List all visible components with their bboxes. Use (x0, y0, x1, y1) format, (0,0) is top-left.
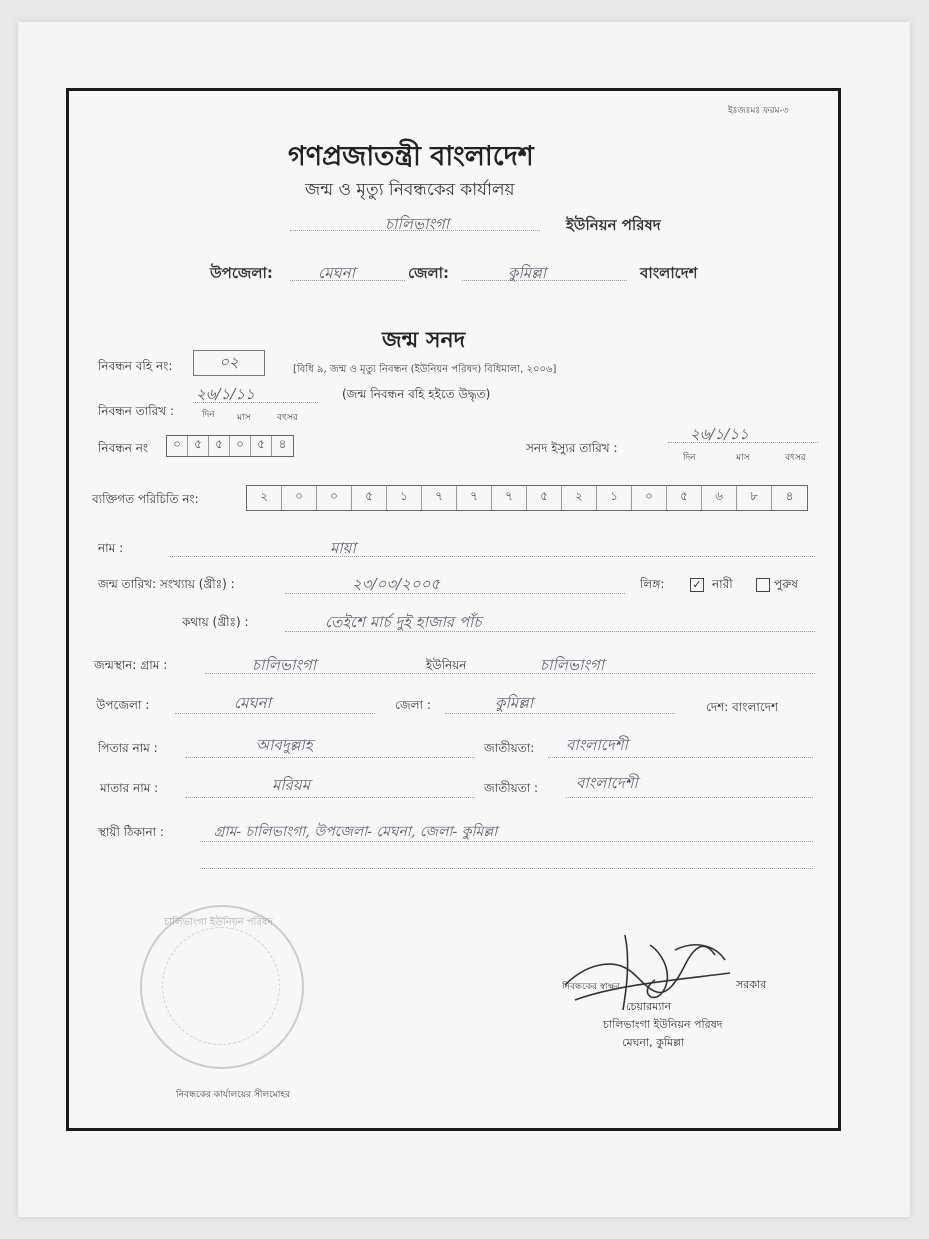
upazila-field-label: উপজেলা : (96, 698, 150, 712)
dob-word-label: কথায় (খ্রীঃ) : (182, 615, 249, 629)
father-nationality: বাংলাদেশী (566, 736, 628, 754)
union-value: চালিভাংগা (385, 215, 450, 233)
dob-num-dotline (285, 593, 625, 594)
pin-digit: ৫ (667, 486, 702, 510)
name-label: নাম : (98, 541, 124, 555)
reg-date-year: বৎসর (277, 413, 298, 423)
reg-date-label: নিবন্ধন তারিখ : (98, 404, 175, 418)
book-number-box (193, 350, 265, 376)
union-label: ইউনিয়ন পরিষদ (566, 216, 661, 234)
reg-no-digit: ০ (167, 436, 188, 456)
office-title: জন্ম ও মৃত্যু নিবন্ধকের কার্যালয় (305, 180, 515, 200)
sign-name: সরকার (736, 978, 767, 991)
pin-digit: ২ (562, 486, 597, 510)
address-dotline-2 (200, 868, 813, 869)
address-value: গ্রাম- চালিভাংগা, উপজেলা- মেঘনা, জেলা- কুমিল্লা (214, 824, 498, 840)
sign-place: মেঘনা, কুমিল্লা (622, 1036, 685, 1049)
pin-digit: ০ (317, 486, 352, 510)
pin-digit: ৪ (785, 489, 794, 503)
dob-num-label: জন্ম তারিখ: সংখ্যায় (খ্রীঃ) : (98, 577, 235, 591)
issue-date-dotline (668, 442, 818, 443)
pin-digit: ১ (597, 486, 632, 510)
pin-digit: ৮ (737, 486, 772, 510)
pin-label: ব্যক্তিগত পরিচিতি নং: (92, 492, 199, 506)
upazila-field-dotline (175, 713, 375, 714)
reg-date-value: ২৬/১/১১ (196, 385, 255, 403)
female-label: নারী (712, 577, 733, 591)
male-label: পুরুষ (774, 577, 798, 591)
sign-title: চেয়ারম্যান (626, 1000, 672, 1013)
district-field-label: জেলা : (395, 698, 431, 712)
pin-digit: ০ (282, 486, 317, 510)
issue-day: দিন (683, 453, 696, 463)
father-label: পিতার নাম : (98, 741, 158, 755)
pin-boxes (246, 485, 808, 511)
dob-word-value: তেইশে মার্চ দুই হাজার পাঁচ (325, 613, 482, 631)
district-field-value: কুমিল্লা (495, 694, 534, 712)
country-suffix: বাংলাদেশ (640, 264, 698, 282)
certificate-title: জন্ম সনদ (382, 328, 466, 353)
address-label: স্থায়ী ঠিকানা : (98, 825, 164, 839)
female-checkbox: ✓ (690, 578, 704, 592)
mother-nationality-label: জাতীয়তা : (484, 781, 539, 795)
upazila-label: উপজেলা: (210, 264, 273, 282)
reg-date-dotline (193, 402, 318, 403)
reg-no-boxes (166, 435, 294, 457)
sign-line1: নিবন্ধকের স্বাক্ষর (562, 982, 621, 992)
book-number: ০২ (219, 352, 239, 371)
form-number: ইঃজঃমঃ ফরম-৩ (728, 106, 789, 116)
pin-digit: ৫ (352, 486, 387, 510)
district-value: কুমিল্লা (508, 264, 547, 282)
issue-year: বৎসর (785, 453, 806, 463)
reg-no-digit: ৪ (278, 437, 287, 451)
birthplace-union-label: ইউনিয়ন (426, 658, 467, 672)
dob-num-value: ২৩/০৩/২০০৫ (352, 575, 441, 593)
name-dotline (170, 556, 815, 557)
mother-dotline (185, 797, 475, 798)
reg-no-digit: ৫ (209, 436, 230, 456)
district-field-dotline (445, 713, 675, 714)
birthplace-union: চালিভাংগা (540, 656, 605, 674)
upazila-value: মেঘনা (318, 264, 355, 282)
office-seal (140, 905, 304, 1069)
pin-digit: ১ (387, 486, 422, 510)
pin-digit: ৬ (702, 486, 737, 510)
reg-date-month: মাস (237, 413, 251, 423)
district-label: জেলা: (408, 264, 450, 282)
reg-date-day: দিন (202, 410, 215, 420)
mother-label: মাতার নাম : (100, 781, 159, 795)
seal-caption: নিবন্ধকের কার্যালয়ের সীলমোহর (176, 1090, 291, 1100)
mother-value: মরিয়ম (272, 776, 311, 794)
issue-month: মাস (736, 453, 750, 463)
pin-digit: ০ (632, 486, 667, 510)
reg-no-label: নিবন্ধন নং (98, 441, 149, 455)
reg-no-digit: ০ (230, 436, 251, 456)
reg-no-digit: ৫ (251, 436, 272, 456)
father-nationality-label: জাতীয়তা: (484, 741, 535, 755)
father-value: আবদুল্লাহ (256, 736, 313, 754)
country-field: দেশ: বাংলাদেশ (706, 700, 779, 714)
mother-nationality: বাংলাদেশী (576, 774, 638, 792)
issue-date-label: সনদ ইস্যুর তারিখ : (526, 441, 618, 455)
male-checkbox (756, 578, 770, 592)
rule-note: [বিধি ৯, জন্ম ও মৃত্যু নিবন্ধন (ইউনিয়ন পরিষদ) বিধিমালা, ২০০৬] (293, 364, 557, 375)
pin-digit: ৫ (527, 486, 562, 510)
pin-digit: ৭ (457, 486, 492, 510)
upazila-field-value: মেঘনা (234, 694, 271, 712)
pin-digit: ২ (247, 486, 282, 510)
pin-digit: ৭ (422, 486, 457, 510)
mother-nationality-dotline (566, 797, 813, 798)
issue-date-value: ২৬/১/১১ (690, 425, 749, 443)
reg-date-note: (জন্ম নিবন্ধন বহি হইতে উদ্ধৃত) (342, 387, 491, 401)
seal-inner-ring (162, 927, 280, 1045)
country-title: গণপ্রজাতন্ত্রী বাংলাদেশ (288, 141, 534, 172)
gender-label: লিঙ্গ: (640, 577, 665, 591)
name-value: মায়া (330, 539, 356, 557)
book-label: নিবন্ধন বহি নং: (98, 359, 173, 373)
father-dotline (185, 757, 475, 758)
seal-ring-text: চালিভাংগা ইউনিয়ন পরিষদ (164, 917, 273, 928)
reg-no-digit: ৫ (188, 436, 209, 456)
pin-digit: ৭ (492, 486, 527, 510)
birthplace-village: চালিভাংগা (252, 656, 317, 674)
sign-org: চালিভাংগা ইউনিয়ন পরিষদ (603, 1018, 723, 1031)
birthplace-label: জন্মস্থান: গ্রাম : (94, 658, 168, 672)
